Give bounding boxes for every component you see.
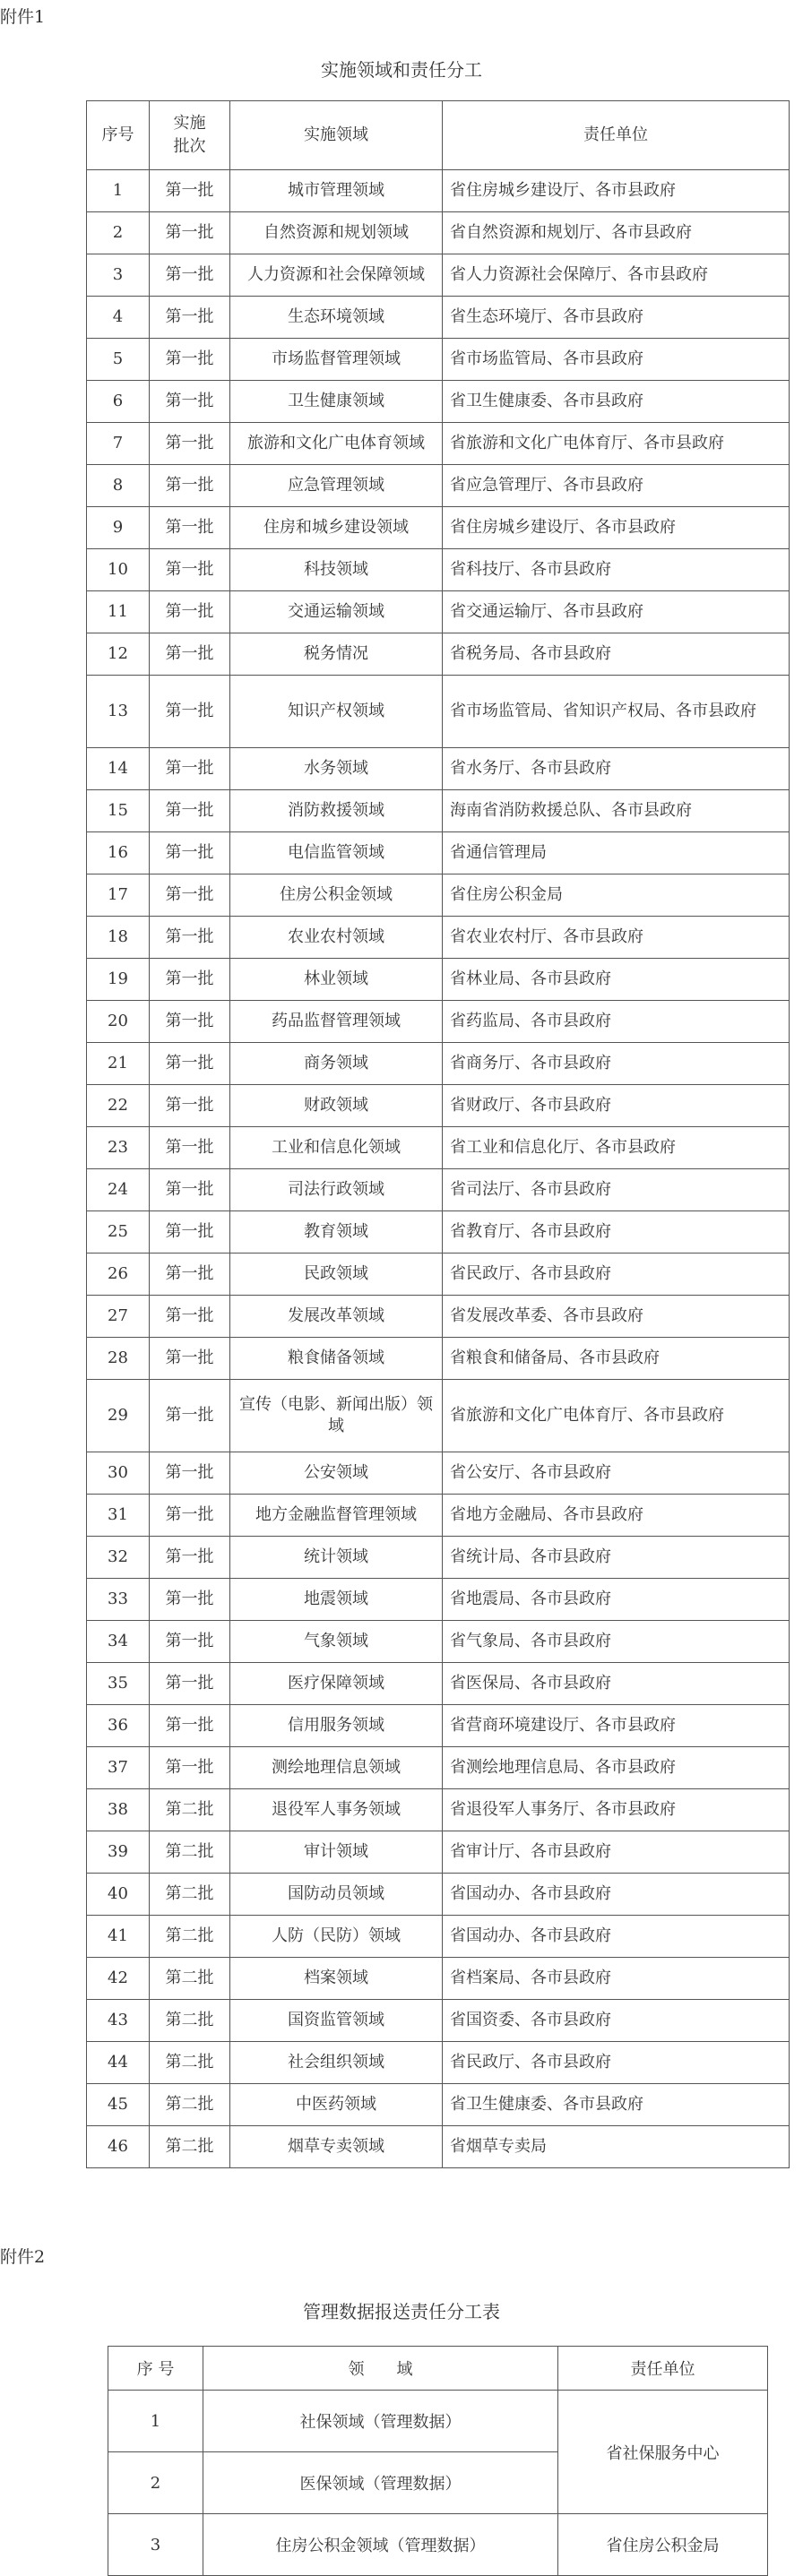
row-area: 医疗保障领域 xyxy=(230,1663,443,1705)
table-row xyxy=(87,1127,790,1169)
table-row xyxy=(87,1621,790,1663)
row-index: 13 xyxy=(87,676,150,748)
row-area: 药品监督管理领域 xyxy=(230,1001,443,1043)
table-row xyxy=(87,1211,790,1254)
row-unit: 省旅游和文化广电体育厅、各市县政府 xyxy=(443,423,790,465)
row-unit: 省退役军人事务厅、各市县政府 xyxy=(443,1789,790,1831)
row-batch: 第一批 xyxy=(150,1621,230,1663)
table-row xyxy=(87,1579,790,1621)
row-batch: 第一批 xyxy=(150,748,230,790)
row-area: 司法行政领域 xyxy=(230,1169,443,1211)
table-row xyxy=(87,1452,790,1495)
row-unit: 省住房公积金局 xyxy=(558,2514,768,2576)
row-index: 20 xyxy=(87,1001,150,1043)
row-area: 应急管理领域 xyxy=(230,465,443,507)
row-batch: 第一批 xyxy=(150,1296,230,1338)
row-index: 46 xyxy=(87,2126,150,2168)
row-area: 财政领域 xyxy=(230,1085,443,1127)
row-index: 30 xyxy=(87,1452,150,1495)
row-batch: 第一批 xyxy=(150,1338,230,1380)
header-index: 序 号 xyxy=(108,2347,203,2391)
table-2-title: 管理数据报送责任分工表 xyxy=(303,2301,500,2322)
row-batch: 第一批 xyxy=(150,465,230,507)
row-area: 档案领域 xyxy=(230,1958,443,2000)
row-batch: 第一批 xyxy=(150,212,230,254)
row-area: 国资监管领域 xyxy=(230,2000,443,2042)
row-index: 40 xyxy=(87,1874,150,1916)
table-row xyxy=(87,339,790,381)
table-row xyxy=(87,1831,790,1874)
row-batch: 第二批 xyxy=(150,1831,230,1874)
table-row xyxy=(87,676,790,748)
row-area: 信用服务领域 xyxy=(230,1705,443,1747)
row-batch: 第二批 xyxy=(150,2126,230,2168)
header-area: 领 域 xyxy=(203,2347,558,2391)
row-unit: 省粮食和储备局、各市县政府 xyxy=(443,1338,790,1380)
row-area: 住房公积金领域 xyxy=(230,874,443,917)
row-index: 31 xyxy=(87,1495,150,1537)
row-area: 卫生健康领域 xyxy=(230,381,443,423)
row-batch: 第一批 xyxy=(150,633,230,676)
row-batch: 第一批 xyxy=(150,339,230,381)
table-header-row xyxy=(87,101,790,170)
row-unit: 省测绘地理信息局、各市县政府 xyxy=(443,1747,790,1789)
row-area: 地方金融监督管理领域 xyxy=(230,1495,443,1537)
row-index: 41 xyxy=(87,1916,150,1958)
row-area: 粮食储备领域 xyxy=(230,1338,443,1380)
table-row xyxy=(87,423,790,465)
row-area: 商务领域 xyxy=(230,1043,443,1085)
table-row xyxy=(87,1705,790,1747)
row-batch: 第二批 xyxy=(150,1916,230,1958)
row-index: 28 xyxy=(87,1338,150,1380)
row-unit: 省国动办、各市县政府 xyxy=(443,1874,790,1916)
table-row xyxy=(87,832,790,874)
table-row xyxy=(87,381,790,423)
table-row xyxy=(87,1874,790,1916)
table-row xyxy=(87,1085,790,1127)
row-batch: 第二批 xyxy=(150,1789,230,1831)
header-batch-text: 实施批次 xyxy=(173,114,206,156)
row-batch: 第一批 xyxy=(150,1211,230,1254)
table-row xyxy=(87,1001,790,1043)
row-unit: 省税务局、各市县政府 xyxy=(443,633,790,676)
row-batch: 第一批 xyxy=(150,591,230,633)
row-index: 26 xyxy=(87,1254,150,1296)
row-area: 统计领域 xyxy=(230,1537,443,1579)
table-row xyxy=(87,2042,790,2084)
row-unit: 省市场监管局、各市县政府 xyxy=(443,339,790,381)
row-area: 林业领域 xyxy=(230,959,443,1001)
row-index: 3 xyxy=(108,2514,203,2576)
row-area: 审计领域 xyxy=(230,1831,443,1874)
row-unit: 省通信管理局 xyxy=(443,832,790,874)
row-index: 34 xyxy=(87,1621,150,1663)
row-unit: 省审计厅、各市县政府 xyxy=(443,1831,790,1874)
header-area: 实施领域 xyxy=(230,101,443,170)
row-unit: 省住房公积金局 xyxy=(443,874,790,917)
row-unit: 省医保局、各市县政府 xyxy=(443,1663,790,1705)
row-unit: 省民政厅、各市县政府 xyxy=(443,2042,790,2084)
row-index: 22 xyxy=(87,1085,150,1127)
table-row xyxy=(87,1169,790,1211)
row-batch: 第一批 xyxy=(150,1127,230,1169)
row-unit: 省国资委、各市县政府 xyxy=(443,2000,790,2042)
row-area: 旅游和文化广电体育领域 xyxy=(230,423,443,465)
table-row xyxy=(87,1747,790,1789)
table-row xyxy=(108,2391,768,2452)
row-unit: 省人力资源社会保障厅、各市县政府 xyxy=(443,254,790,297)
row-index: 37 xyxy=(87,1747,150,1789)
row-index: 5 xyxy=(87,339,150,381)
row-area: 烟草专卖领域 xyxy=(230,2126,443,2168)
row-area: 中医药领域 xyxy=(230,2084,443,2126)
row-area: 公安领域 xyxy=(230,1452,443,1495)
row-area: 生态环境领域 xyxy=(230,297,443,339)
row-batch: 第一批 xyxy=(150,423,230,465)
row-area: 人防（民防）领域 xyxy=(230,1916,443,1958)
row-area: 科技领域 xyxy=(230,549,443,591)
row-batch: 第一批 xyxy=(150,1169,230,1211)
attachment-1-label: 附件1 xyxy=(0,7,46,27)
row-batch: 第一批 xyxy=(150,297,230,339)
row-index: 18 xyxy=(87,917,150,959)
table-row xyxy=(87,874,790,917)
row-area: 自然资源和规划领域 xyxy=(230,212,443,254)
attachment-2-label: 附件2 xyxy=(0,2247,46,2267)
table-row xyxy=(87,1043,790,1085)
row-batch: 第一批 xyxy=(150,790,230,832)
row-unit: 省应急管理厅、各市县政府 xyxy=(443,465,790,507)
row-unit: 省生态环境厅、各市县政府 xyxy=(443,297,790,339)
row-index: 9 xyxy=(87,507,150,549)
row-unit: 省国动办、各市县政府 xyxy=(443,1916,790,1958)
table-row xyxy=(87,1789,790,1831)
row-unit: 省烟草专卖局 xyxy=(443,2126,790,2168)
table-row xyxy=(87,1380,790,1452)
row-batch: 第一批 xyxy=(150,170,230,212)
row-index: 43 xyxy=(87,2000,150,2042)
row-batch: 第一批 xyxy=(150,1747,230,1789)
table-row xyxy=(87,917,790,959)
row-batch: 第一批 xyxy=(150,1043,230,1085)
row-batch: 第一批 xyxy=(150,676,230,748)
table-row xyxy=(87,1296,790,1338)
row-index: 39 xyxy=(87,1831,150,1874)
row-unit: 海南省消防救援总队、各市县政府 xyxy=(443,790,790,832)
row-area: 电信监管领域 xyxy=(230,832,443,874)
row-index: 15 xyxy=(87,790,150,832)
row-batch: 第一批 xyxy=(150,874,230,917)
row-unit: 省自然资源和规划厅、各市县政府 xyxy=(443,212,790,254)
row-unit: 省民政厅、各市县政府 xyxy=(443,1254,790,1296)
row-batch: 第一批 xyxy=(150,1085,230,1127)
row-batch: 第一批 xyxy=(150,959,230,1001)
row-batch: 第二批 xyxy=(150,2000,230,2042)
header-batch xyxy=(150,101,230,170)
row-area: 气象领域 xyxy=(230,1621,443,1663)
table-row xyxy=(87,170,790,212)
row-area: 测绘地理信息领域 xyxy=(230,1747,443,1789)
row-area: 民政领域 xyxy=(230,1254,443,1296)
row-index: 42 xyxy=(87,1958,150,2000)
row-index: 44 xyxy=(87,2042,150,2084)
row-batch: 第二批 xyxy=(150,2042,230,2084)
row-batch: 第一批 xyxy=(150,549,230,591)
row-index: 25 xyxy=(87,1211,150,1254)
row-batch: 第一批 xyxy=(150,1663,230,1705)
row-area: 城市管理领域 xyxy=(230,170,443,212)
row-area: 水务领域 xyxy=(230,748,443,790)
row-index: 24 xyxy=(87,1169,150,1211)
table-row xyxy=(87,549,790,591)
row-index: 14 xyxy=(87,748,150,790)
row-unit: 省地震局、各市县政府 xyxy=(443,1579,790,1621)
row-area: 工业和信息化领域 xyxy=(230,1127,443,1169)
row-area: 市场监督管理领域 xyxy=(230,339,443,381)
row-unit: 省财政厅、各市县政府 xyxy=(443,1085,790,1127)
row-unit: 省营商环境建设厅、各市县政府 xyxy=(443,1705,790,1747)
row-index: 17 xyxy=(87,874,150,917)
table-row xyxy=(87,1916,790,1958)
row-index: 1 xyxy=(108,2391,203,2452)
row-batch: 第一批 xyxy=(150,381,230,423)
row-area: 农业农村领域 xyxy=(230,917,443,959)
table-row xyxy=(87,748,790,790)
table-row xyxy=(87,2126,790,2168)
table-row xyxy=(87,297,790,339)
row-area: 宣传（电影、新闻出版）领域 xyxy=(230,1380,443,1452)
row-index: 35 xyxy=(87,1663,150,1705)
row-area: 发展改革领域 xyxy=(230,1296,443,1338)
table-row xyxy=(87,959,790,1001)
header-unit: 责任单位 xyxy=(443,101,790,170)
row-batch: 第一批 xyxy=(150,1452,230,1495)
table-row xyxy=(87,1537,790,1579)
table-row xyxy=(87,254,790,297)
row-index: 29 xyxy=(87,1380,150,1452)
row-unit: 省档案局、各市县政府 xyxy=(443,1958,790,2000)
row-index: 1 xyxy=(87,170,150,212)
table-row xyxy=(87,1495,790,1537)
table-header-row xyxy=(108,2347,768,2391)
row-index: 6 xyxy=(87,381,150,423)
row-area: 医保领域（管理数据） xyxy=(203,2452,558,2514)
table-row xyxy=(87,1254,790,1296)
row-index: 45 xyxy=(87,2084,150,2126)
row-unit: 省农业农村厅、各市县政府 xyxy=(443,917,790,959)
row-batch: 第一批 xyxy=(150,254,230,297)
table-row xyxy=(87,2000,790,2042)
row-unit: 省卫生健康委、各市县政府 xyxy=(443,2084,790,2126)
row-unit: 省商务厅、各市县政府 xyxy=(443,1043,790,1085)
row-batch: 第一批 xyxy=(150,507,230,549)
row-batch: 第一批 xyxy=(150,1705,230,1747)
row-unit: 省住房城乡建设厅、各市县政府 xyxy=(443,170,790,212)
row-unit: 省林业局、各市县政府 xyxy=(443,959,790,1001)
row-area: 税务情况 xyxy=(230,633,443,676)
table-row xyxy=(87,1663,790,1705)
row-index: 27 xyxy=(87,1296,150,1338)
row-index: 16 xyxy=(87,832,150,874)
row-unit: 省公安厅、各市县政府 xyxy=(443,1452,790,1495)
row-index: 21 xyxy=(87,1043,150,1085)
data-reporting-table xyxy=(108,2346,768,2576)
row-index: 8 xyxy=(87,465,150,507)
table-row xyxy=(108,2514,768,2576)
row-unit: 省司法厅、各市县政府 xyxy=(443,1169,790,1211)
row-index: 23 xyxy=(87,1127,150,1169)
row-unit: 省住房城乡建设厅、各市县政府 xyxy=(443,507,790,549)
row-batch: 第一批 xyxy=(150,1495,230,1537)
table-row xyxy=(87,633,790,676)
row-batch: 第一批 xyxy=(150,1537,230,1579)
table-row xyxy=(87,1338,790,1380)
table-row xyxy=(87,1958,790,2000)
row-unit: 省地方金融局、各市县政府 xyxy=(443,1495,790,1537)
row-area: 社保领域（管理数据） xyxy=(203,2391,558,2452)
row-area: 教育领域 xyxy=(230,1211,443,1254)
row-area: 社会组织领域 xyxy=(230,2042,443,2084)
row-index: 36 xyxy=(87,1705,150,1747)
row-area: 人力资源和社会保障领域 xyxy=(230,254,443,297)
row-index: 11 xyxy=(87,591,150,633)
header-index: 序号 xyxy=(87,101,150,170)
row-unit: 省发展改革委、各市县政府 xyxy=(443,1296,790,1338)
row-area: 退役军人事务领域 xyxy=(230,1789,443,1831)
row-unit: 省交通运输厅、各市县政府 xyxy=(443,591,790,633)
row-unit: 省市场监管局、省知识产权局、各市县政府 xyxy=(443,676,790,748)
row-area: 国防动员领域 xyxy=(230,1874,443,1916)
row-index: 2 xyxy=(87,212,150,254)
row-batch: 第一批 xyxy=(150,1380,230,1452)
table-row xyxy=(87,212,790,254)
header-unit: 责任单位 xyxy=(558,2347,768,2391)
table-row xyxy=(87,507,790,549)
row-area: 住房和城乡建设领域 xyxy=(230,507,443,549)
row-index: 4 xyxy=(87,297,150,339)
row-area: 交通运输领域 xyxy=(230,591,443,633)
row-area: 消防救援领域 xyxy=(230,790,443,832)
row-batch: 第一批 xyxy=(150,1579,230,1621)
responsibility-table xyxy=(86,100,790,2168)
row-index: 2 xyxy=(108,2452,203,2514)
row-index: 32 xyxy=(87,1537,150,1579)
row-unit: 省水务厅、各市县政府 xyxy=(443,748,790,790)
row-unit: 省统计局、各市县政府 xyxy=(443,1537,790,1579)
row-index: 33 xyxy=(87,1579,150,1621)
row-batch: 第一批 xyxy=(150,1254,230,1296)
row-batch: 第二批 xyxy=(150,1874,230,1916)
row-area: 住房公积金领域（管理数据） xyxy=(203,2514,558,2576)
row-index: 12 xyxy=(87,633,150,676)
row-batch: 第一批 xyxy=(150,917,230,959)
table-row xyxy=(87,591,790,633)
table-row xyxy=(87,465,790,507)
row-batch: 第二批 xyxy=(150,2084,230,2126)
row-index: 7 xyxy=(87,423,150,465)
table-row xyxy=(87,2084,790,2126)
row-unit: 省科技厅、各市县政府 xyxy=(443,549,790,591)
table-1-title: 实施领域和责任分工 xyxy=(321,59,482,81)
row-area: 知识产权领域 xyxy=(230,676,443,748)
row-index: 19 xyxy=(87,959,150,1001)
row-unit: 省旅游和文化广电体育厅、各市县政府 xyxy=(443,1380,790,1452)
row-index: 38 xyxy=(87,1789,150,1831)
row-unit: 省工业和信息化厅、各市县政府 xyxy=(443,1127,790,1169)
table-row xyxy=(87,790,790,832)
row-batch: 第一批 xyxy=(150,832,230,874)
row-batch: 第二批 xyxy=(150,1958,230,2000)
row-unit: 省气象局、各市县政府 xyxy=(443,1621,790,1663)
row-index: 3 xyxy=(87,254,150,297)
row-unit: 省社保服务中心 xyxy=(558,2391,768,2514)
row-batch: 第一批 xyxy=(150,1001,230,1043)
row-unit: 省药监局、各市县政府 xyxy=(443,1001,790,1043)
row-unit: 省卫生健康委、各市县政府 xyxy=(443,381,790,423)
row-index: 10 xyxy=(87,549,150,591)
row-unit: 省教育厅、各市县政府 xyxy=(443,1211,790,1254)
row-area: 地震领域 xyxy=(230,1579,443,1621)
